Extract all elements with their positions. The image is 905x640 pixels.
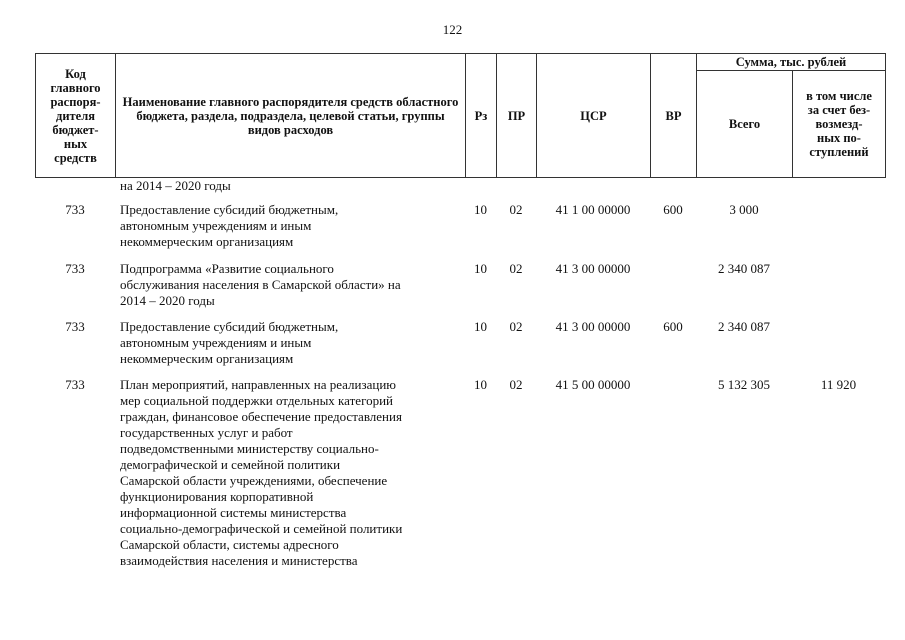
page-number: 122: [442, 22, 463, 37]
cell-total: 2 340 087: [718, 319, 770, 334]
cell-code: 733: [65, 377, 85, 392]
cell-rz: 10: [474, 319, 487, 334]
cell-vr: 600: [663, 202, 683, 217]
header-free-receipts: в том числе за счет без- возмезд- ных по- ступлений: [793, 71, 886, 178]
header-code: Код главного распоря- дителя бюджет- ных средств: [36, 54, 116, 178]
cell-pr: 02: [509, 202, 523, 217]
cell-code: 733: [65, 319, 85, 334]
header-vr: ВР: [651, 54, 697, 178]
cell-total: 5 132 305: [718, 377, 770, 392]
cell-total: 2 340 087: [718, 261, 770, 276]
table-header: [35, 53, 886, 178]
cell-csr: 41 3 00 00000: [555, 319, 631, 334]
cell-free-receipts: 11 920: [820, 377, 857, 392]
cell-rz: 10: [474, 261, 487, 276]
cell-name: Подпрограмма «Развитие социального обслуживания населения в Самарской области» на 2014 – 2020 годы: [120, 261, 401, 308]
cell-code: 733: [65, 202, 85, 217]
cell-code: 733: [65, 261, 85, 276]
cell-rz: 10: [474, 202, 487, 217]
cell-name: Предоставление субсидий бюджетным, автономным учреждениям и иным некоммерческим организациям: [120, 202, 339, 249]
cell-total: 3 000: [729, 202, 759, 217]
cell-csr: 41 5 00 00000: [555, 377, 631, 392]
header-sum-title: Сумма, тыс. рублей: [697, 54, 886, 71]
cell-name: План мероприятий, направленных на реализацию мер социальной поддержки отдельных категорий граждан, финансовое обеспечение предоставления государственных услуг и работ подведомственными министерству социально- демографической и семейной политики Самарской области учреждениями, обеспечение функционирования корпоративной информационной системы министерства социально-демографической и семейной политики Самарской области, системы адресного взаимодействия населения и министерства: [120, 377, 403, 568]
cell-rz: 10: [474, 377, 487, 392]
cell-vr: 600: [663, 319, 683, 334]
header-total: Всего: [697, 71, 793, 178]
header-csr: ЦСР: [537, 54, 651, 178]
cell-pr: 02: [509, 377, 523, 392]
continuation-text: на 2014 – 2020 годы: [120, 178, 231, 193]
cell-name: Предоставление субсидий бюджетным, автономным учреждениям и иным некоммерческим организациям: [120, 319, 339, 366]
cell-csr: 41 3 00 00000: [555, 261, 631, 276]
cell-csr: 41 1 00 00000: [555, 202, 631, 217]
header-name: Наименование главного распорядителя средств областного бюджета, раздела, подраздела, целевой статьи, группы видов расходов: [116, 54, 466, 178]
cell-pr: 02: [509, 319, 523, 334]
header-rz: Рз: [466, 54, 497, 178]
header-pr: ПР: [497, 54, 537, 178]
cell-pr: 02: [509, 261, 523, 276]
